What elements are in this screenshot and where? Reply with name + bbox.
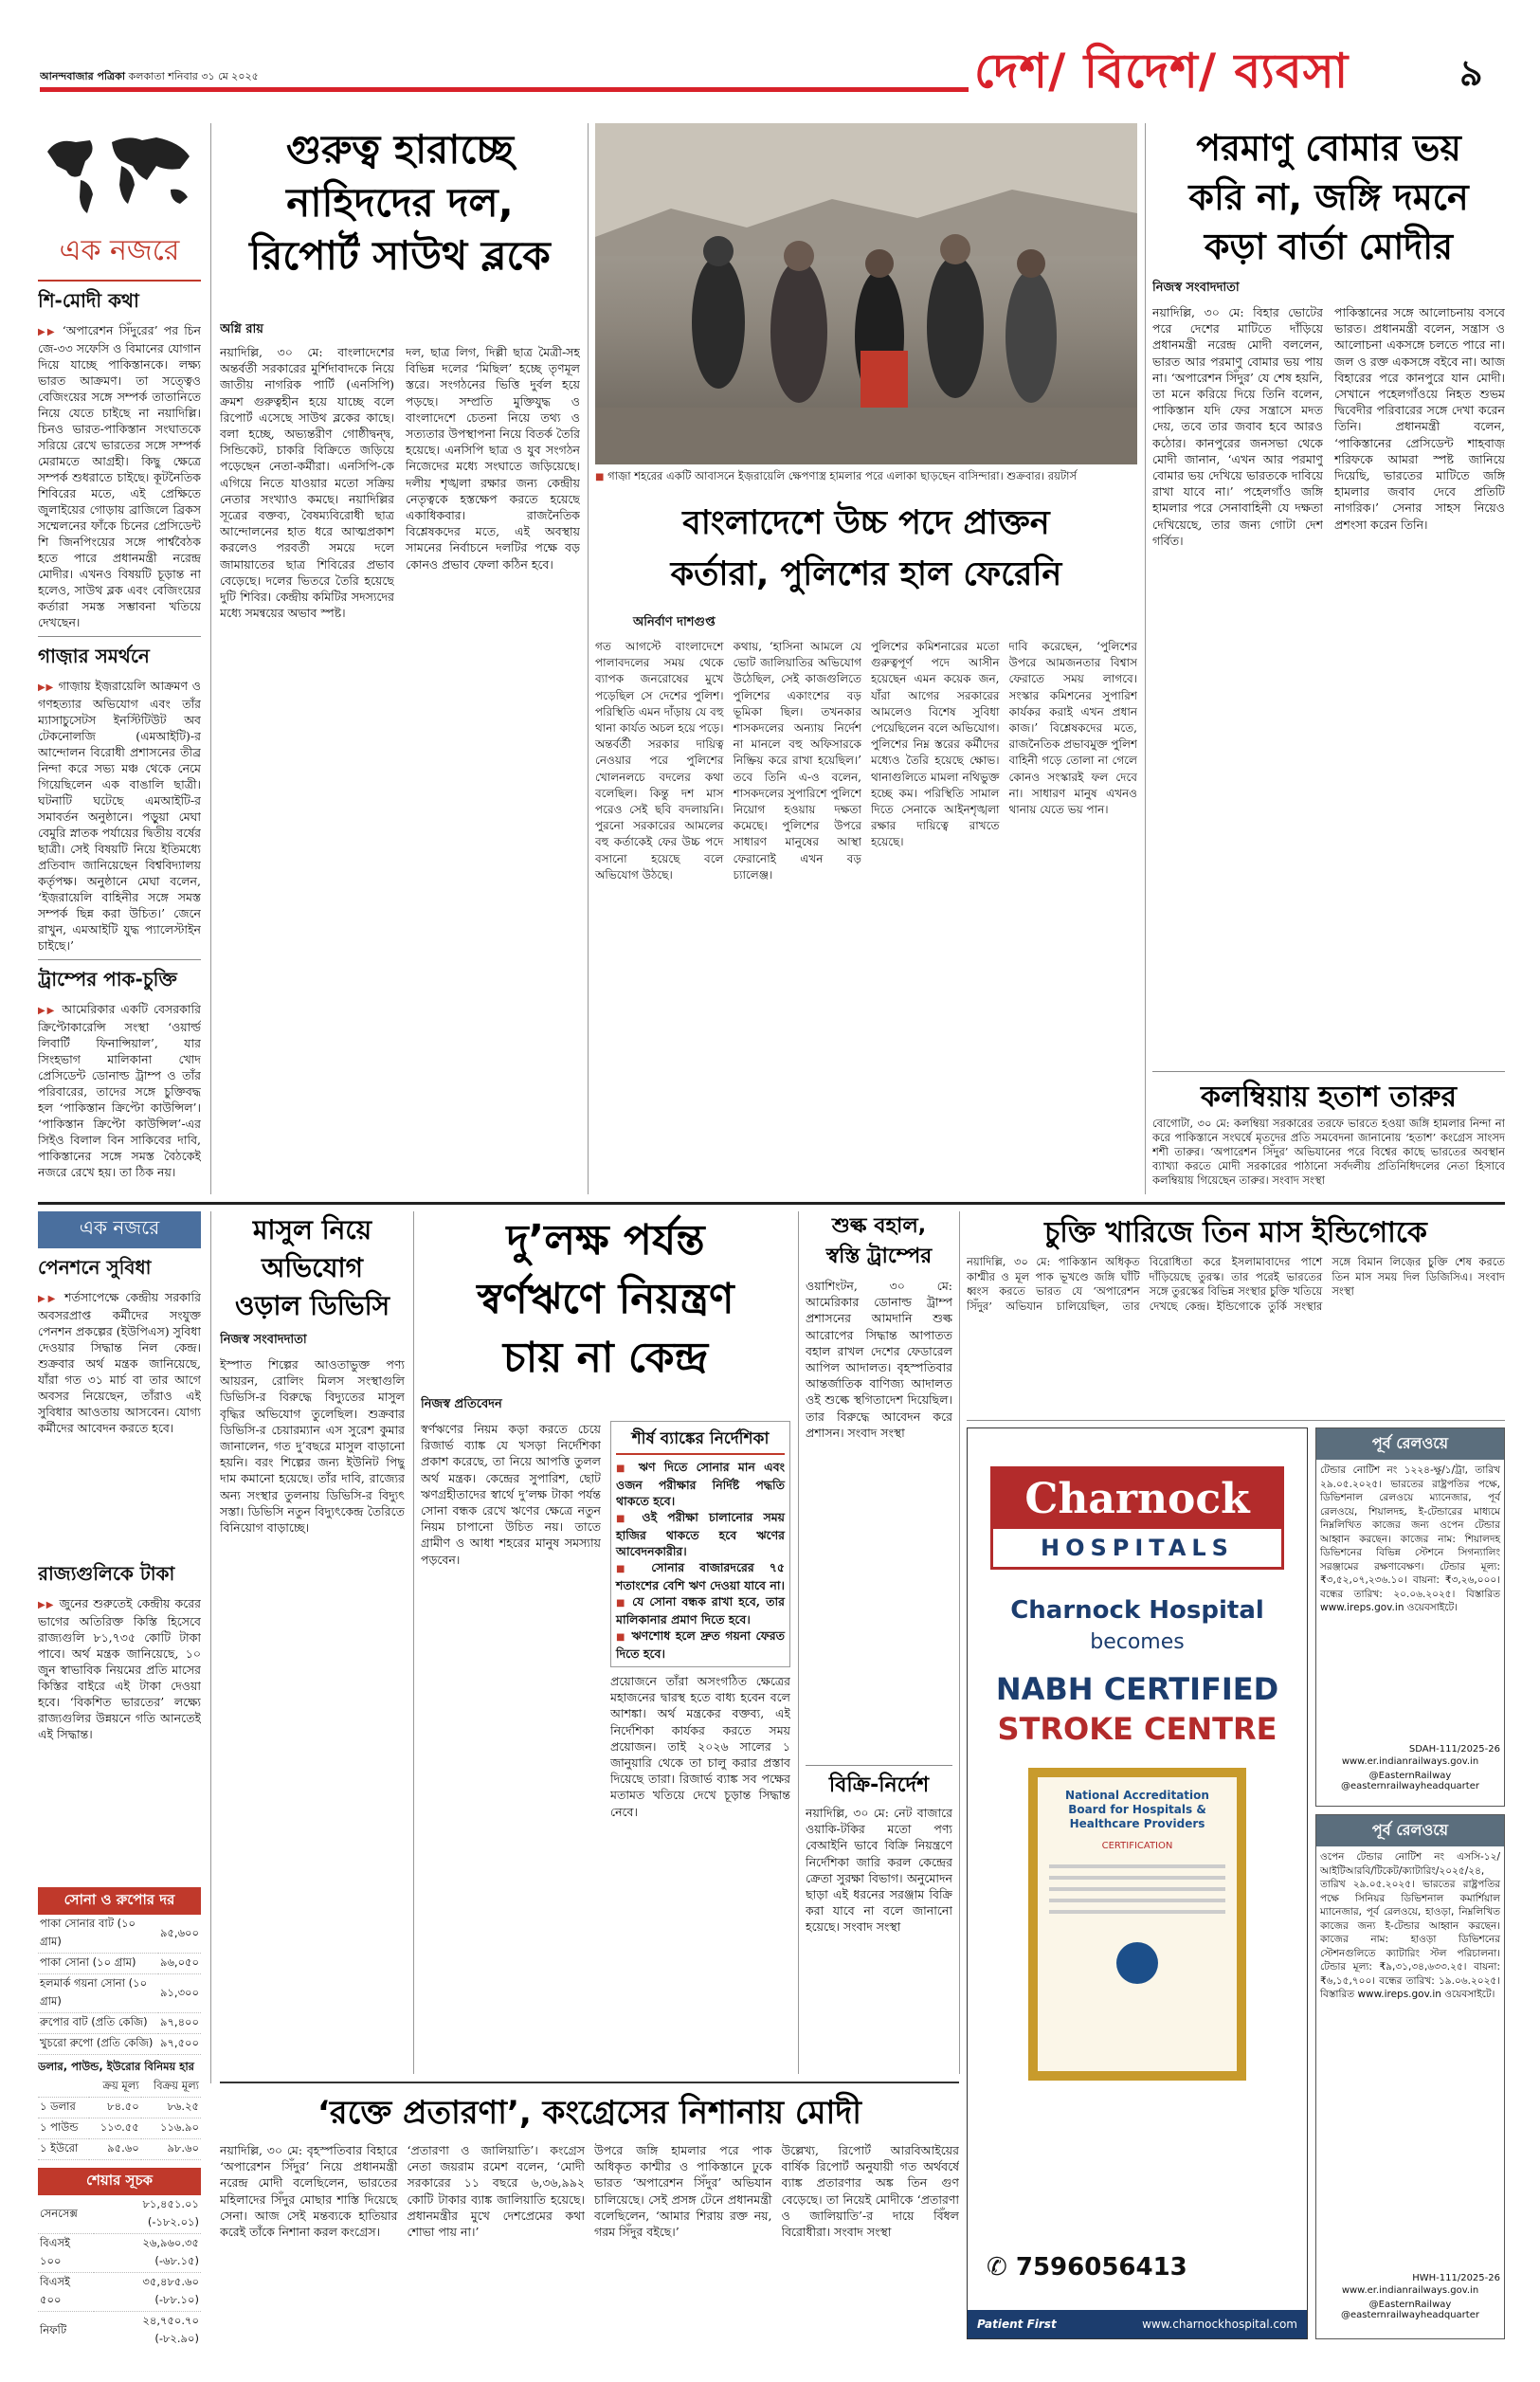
triangle-icon: ▶▶ (38, 327, 57, 337)
triangle-icon: ▶▶ (38, 1294, 59, 1304)
story-headline: মাসুল নিয়ে অভিযোগ ওড়াল ডিভিসি (234, 1214, 390, 1321)
story-dvc (220, 1211, 405, 2074)
story-body-col: নয়াদিল্লি, ৩০ মে: বিহার ভোটের পরে দেশের মাটিতে দাঁড়িয়ে প্রধানমন্ত্রী নরেন্দ্র মোদী বললেন, ভারত আর পরমাণু বোমার ভয় পায় না। ‘অপারেশন সিঁদুর’ যে শেষ হয়নি, তা মনে করিয়ে দিয়ে তিনি বলেন, পাকিস্তান যদি ফের সন্ত্রাসে মদত দেয়, তবে তার জবাব হবে আরও কঠোর। কানপুরের জনসভা থেকে মোদী জানান, ‘এখন আর পরমাণু বোমার ভয় দেখিয়ে ভারতকে দাবিয়ে রাখা যাবে না।’ পহেলগাঁও জঙ্গি হামলার পরে সেনাবাহিনী যে দক্ষতা দেখিয়েছে, তার জন্য গোটা দেশ গর্বিত। (1152, 305, 1323, 548)
divider (1152, 1071, 1505, 1072)
page-number: ৯ (1459, 52, 1483, 94)
table-row: পাকা সোনা (১০ গ্রাম) ৯৬,০৫০ (38, 1954, 201, 1974)
tender-social: @EasternRailway @easternrailwayheadquarter (1341, 2300, 1479, 2320)
tender-body: টেন্ডার নোটিশ নং ১২২৪-ক্ষু/১/ট্রা, তারিখ ২৯.০৫.২০২৫। ভারতের রাষ্ট্রপতির পক্ষে, ডিভিশনাল রেলওয়ে ম্যানেজার, পূর্ব রেলওয়ে, শিয়ালদহ, ই-টেন্ডারের মাধ্যমে নিম্নলিখিত কাজের জন্য ওপেন টেন্ডার আহ্বান করছেন। কাজের নাম: শিয়ালদহ ডিভিশনের বিভিন্ন স্টেশনে সিগন্যালিং সরঞ্জামের রক্ষণাবেক্ষণ। টেন্ডার মূল্য: ₹৩,৫২,০৭,২৩৬.১০। বায়না: ₹৩,২৬,০০০। বন্ধের তারিখ: ২০.০৬.২০২৫। বিস্তারিত www.ireps.gov.in ওয়েবসাইটে। (1320, 1464, 1500, 1613)
ad-certificate (1028, 1768, 1246, 2081)
ad-brand-sub: HOSPITALS (1041, 1535, 1234, 1561)
tender-web: www.er.indianrailways.gov.in (1341, 1756, 1479, 1767)
sidebar-item (38, 287, 201, 630)
story-headline: শুল্ক বহাল, স্বস্তি ট্রাম্পের (825, 1214, 933, 1268)
sidebar-item-body: ▶▶ জুনের শুরুতেই কেন্দ্রীয় করের ভাগের অতিরিক্ত কিস্তি হিসেবে রাজ্যগুলি ৮১,৭৩৫ কোটি টাকা পাবে। অর্থ মন্ত্রক জানিয়েছে, ১০ জুন স্বাভাবিক নিয়মের প্রতি মাসের কিস্তির বাইরে এই টাকা দেওয়া হবে। ‘বিকশিত ভারতের’ লক্ষ্যে রাজ্যগুলির উন্নয়নে গতি আনতেই এই সিদ্ধান্ত। (38, 1596, 201, 1741)
column-rule (413, 1211, 414, 2074)
masthead-paper-name (40, 68, 259, 86)
bullet-icon: ■ (616, 1598, 627, 1609)
guideline-item: ■ ঋণ দিতে সোনার মান এবং ওজন পরীক্ষার নির্দিষ্ট পদ্ধতি থাকতে হবে। (616, 1460, 785, 1508)
story-sale-directive (806, 1771, 952, 2074)
table-row: বিএসই ৫০০ ৩৫,৪৮৫.৬০ (-৮৮.১০) (38, 2273, 201, 2312)
ad-logo (990, 1466, 1284, 1570)
sidebar-item (38, 643, 201, 954)
ad-line-3: NABH CERTIFIED (995, 1671, 1279, 1707)
photo-caption: ■ গাজ়া শহরের একটি আবাসনে ইজ়রায়েলি ক্ষেপণাস্ত্র হামলার পরে এলাকা ছাড়ছেন বাসিন্দারা। শুক্রবার। রয়টার্স (595, 464, 1137, 488)
sidebar-ek-nojore (38, 123, 201, 1194)
table-row: বিএসই ১০০ ২৬,৯৬০.৩৫ (-৬৮.১৫) (38, 2234, 201, 2273)
indices-table (38, 2195, 201, 2349)
column-rule (210, 1211, 211, 2083)
table-row: হলমার্ক গয়না সোনা (১০ গ্রাম) ৯১,৩০০ (38, 1974, 201, 2013)
story-body-col: কথায়, ‘হাসিনা আমলে যে ভোট জালিয়াতির অভিযোগ উঠেছিল, সেই কাজগুলিতে পুলিশের একাংশের বড় ভূমিকা ছিল। তখনকার শাসকদলের অন্যায় নির্দেশ না মানলে বহু অফিসারকে নিষ্ক্রিয় করে রাখা হয়েছিল।’ তবে তিনি এ-ও বলেন, শাসকদলের সুপারিশে পুলিশে নিয়োগ হওয়ায় দক্ষতা কমেছে। পুলিশের উপরে সাধারণ মানুষের আস্থা ফেরানোই এখন বড় চ্যালেঞ্জ। (733, 640, 861, 882)
table-row: ১ ডলার ৮৪.৫০ ৮৬.২৫ (38, 2098, 201, 2118)
story-body-col: নয়াদিল্লি, ৩০ মে: বৃহস্পতিবার বিহারে ‘অপারেশন সিঁদুর’ নিয়ে প্রধানমন্ত্রী নরেন্দ্র মোদী বলেছিলেন, ভারতের মহিলাদের সিঁদুর মোছার শাস্তি দিয়েছে সেনা। আজ সেই মন্তব্যকে হাতিয়ার করেই তাঁকে নিশানা করল কংগ্রেস। (220, 2143, 398, 2240)
story-body-col: উপরে জঙ্গি হামলার পরে পাক অধিকৃত কাশ্মীর ও পাকিস্তানে ঢুকে ভারত ‘অপারেশন সিঁদুর’ অভিযান চালিয়েছে। সেই প্রসঙ্গ টেনে প্রধানমন্ত্রী বলেছিলেন, ‘আমার শিরায় রক্ত নয়, গরম সিঁদুর বইছে।’ (594, 2143, 772, 2240)
tender-eastern-railway-1 (1315, 1427, 1505, 1807)
sidebar-title: এক নজরে (38, 1211, 201, 1248)
sidebar-item-heading: গাজ়ার সমর্থনে (38, 645, 150, 667)
guideline-box-title: শীর্ষ ব্যাঙ্কের নির্দেশিকা (616, 1427, 785, 1455)
dateline: কলকাতা শনিবার ৩১ মে ২০২৫ (128, 70, 259, 82)
ad-footer (968, 2310, 1307, 2338)
story-body-col: উল্লেখ্য, রিপোর্ট আরবিআইয়ের বার্ষিক রিপোর্ট অনুযায়ী গত অর্থবর্ষে ব্যাঙ্ক প্রতারণার অঙ্ক তিন গুণ বেড়েছে। তা নিয়েই মোদীকে ‘প্রতারণা ও জালিয়াতি’-র দায়ে বিঁধল বিরোধীরা। সংবাদ সংস্থা (781, 2143, 959, 2240)
column-rule (798, 1211, 799, 2074)
sidebar-item-heading: শি-মোদী কথা (38, 289, 139, 312)
sidebar-item-body: ▶▶ আমেরিকার একটি বেসরকারি ক্রিপ্টোকারেন্সি সংস্থা ‘ওয়ার্ল্ড লিবার্টি ফিনান্সিয়াল’, যার সিংহভাগ মালিকানা খোদ প্রেসিডেন্ট ডোনাল্ড ট্রাম্প ও তাঁর পরিবারের, তাদের সঙ্গে চুক্তিবদ্ধ হল ‘পাকিস্তান ক্রিপ্টো কাউন্সিল’। ‘পাকিস্তান ক্রিপ্টো কাউন্সিল’-এর সিইও বিলাল বিন সাকিবের দাবি, পাকিস্তানের সঙ্গে সমস্ত বৈঠকেই নজরে রেখে হয়। তা ঠিক নয়। (38, 1002, 201, 1179)
tender-eastern-railway-2 (1315, 1814, 1505, 2339)
byline: অগ্নি রায় (220, 322, 263, 336)
story-bangladesh-police (595, 498, 1137, 1194)
bullet-icon: ■ (616, 1464, 630, 1474)
table-row: ক্রয় মূল্য বিক্রয় মূল্য (38, 2077, 201, 2098)
story-tharoor (1152, 1079, 1505, 1194)
phone-icon: ✆ (987, 2253, 1007, 2282)
story-modi-nuclear (1152, 123, 1505, 1071)
cert-title: National Accreditation Board for Hospitals & Healthcare Providers (1065, 1789, 1209, 1830)
sidebar-ek-nojore-2 (38, 1211, 201, 2349)
tender-title: পূর্ব রেলওয়ে (1316, 1815, 1504, 1846)
story-body-col: পুলিশের কমিশনারের মতো গুরুত্বপূর্ণ পদে আসীন হয়েছেন এমন কয়েক জন, যাঁরা আগের সরকারের আমলেও বিশেষ সুবিধা পেয়েছিলেন বলে অভিযোগ। পুলিশের নিম্ন স্তরের কর্মীদের মধ্যেও তৈরি হয়েছে ক্ষোভ। থানাগুলিতে মামলা নথিভুক্ত হচ্ছে কম। পরিস্থিতি সামাল দিতে সেনাকে আইনশৃঙ্খলা রক্ষার দায়িত্বে রাখতে হয়েছে। (871, 640, 1000, 849)
bullet-icon: ■ (616, 1632, 626, 1643)
story-headline: বাংলাদেশে উচ্চ পদে প্রাক্তন কর্তারা, পুলিশের হাল ফেরেনি (670, 504, 1062, 593)
masthead (0, 0, 1540, 95)
tender-body: ওপেন টেন্ডার নোটিশ নং এসসি-১২/আইটিআরবি/টিকেট/ক্যাটারিং/২০২৫/২৪, তারিখ ২৯.০৫.২০২৫। ভারতের রাষ্ট্রপতির পক্ষে সিনিয়র ডিভিশনাল কমার্শিয়াল ম্যানেজার, পূর্ব রেলওয়ে, হাওড়া, নিম্নলিখিত কাজের জন্য ই-টেন্ডার আহ্বান করছেন। কাজের নাম: হাওড়া ডিভিশনের স্টেশনগুলিতে ক্যাটারিং স্টল পরিচালনা। টেন্ডার মূল্য: ₹৯,৩১,৩৪,৬৩৩.২৫। বায়না: ₹৬,১৫,৭০০। বন্ধের তারিখ: ১৯.০৬.২০২৫। বিস্তারিত www.ireps.gov.in ওয়েবসাইটে। (1320, 1851, 1500, 2000)
ad-phone: ✆ 7596056413 (987, 2253, 1187, 2282)
byline: নিজস্ব প্রতিবেদন (421, 1397, 502, 1411)
tender-code: SDAH-111/2025-26 (1408, 1744, 1500, 1755)
story-headline: দু’লক্ষ পর্যন্ত স্বর্ণঋণে নিয়ন্ত্রণ চায় না কেন্দ্র (477, 1216, 734, 1382)
story-body: ইস্পাত শিল্পের আওতাভুক্ত পণ্য আয়রন, রোলিং মিলস সংস্থাগুলি ডিভিসি-র বিরুদ্ধে বিদ্যুতের মাসুল বৃদ্ধির অভিযোগ তুলেছিল। শুক্রবার ডিভিসি-র চেয়ারম্যান এস সুরেশ কুমার জানালেন, গত দু’বছরে মাসুল বাড়ানো হয়নি। বরং শিল্পের জন্য ইউনিট পিছু দাম কমানো হয়েছে। তাঁর দাবি, রাজ্যের অন্য সংস্থার তুলনায় ডিভিসি-র বিদ্যুৎ সস্তা। ডিভিসি নতুন বিদ্যুৎকেন্দ্র তৈরিতে বিনিয়োগ বাড়াচ্ছে। (220, 1357, 405, 1536)
cert-seal-icon (1116, 1942, 1158, 1984)
table-row: ১ পাউন্ড ১১৩.৫৫ ১১৬.৯০ (38, 2118, 201, 2139)
paper-name: আনন্দবাজার পত্রিকা (40, 70, 126, 82)
story-trump-tariff (806, 1211, 952, 1761)
sidebar-item-heading: রাজ্যগুলিকে টাকা (38, 1562, 175, 1585)
fold-rule (38, 1202, 1505, 1205)
divider (38, 959, 201, 960)
story-headline: ‘রক্তে প্রতারণা’, কংগ্রেসের নিশানায় মোদী (317, 2094, 862, 2132)
ad-line-4: STROKE CENTRE (997, 1711, 1277, 1747)
sidebar-title: এক নজরে (38, 227, 201, 282)
story-headline: চুক্তি খারিজে তিন মাস ইন্ডিগোকে (1044, 1216, 1427, 1249)
triangle-icon: ▶▶ (38, 1600, 55, 1610)
tender-code: HWH-111/2025-26 (1412, 2273, 1500, 2283)
table-row: সেনসেক্স ৮১,৪৫১.০১ (-১৮২.০১) (38, 2195, 201, 2234)
caption-marker-icon: ■ (595, 472, 605, 482)
sidebar-item-heading: পেনশনে সুবিধা (38, 1256, 152, 1279)
table-row: রুপোর বাট (প্রতি কেজি) ৯৭,৪০০ (38, 2013, 201, 2034)
sidebar-item (38, 966, 201, 1180)
column-rule (959, 1211, 960, 2074)
table-row: নিফটি ২৪,৭৫০.৭০ (-৮২.৯০) (38, 2312, 201, 2350)
cert-lines (1049, 1864, 1225, 1914)
masthead-red-bar (40, 87, 969, 92)
ad-tagline: Patient First (977, 2318, 1057, 2331)
triangle-icon: ▶▶ (38, 682, 54, 693)
sidebar-item-heading: ট্রাম্পের পাক-চুক্তি (38, 968, 177, 991)
story-body-col: প্রয়োজনে তাঁরা অসংগঠিত ক্ষেত্রের মহাজনের দ্বারস্থ হতে বাধ্য হবেন বলে আশঙ্কা। অর্থ মন্ত্রকের বক্তব্য, এই নির্দেশিকা কার্যকর করতে সময় প্রয়োজন। তাই ২০২৬ সালের ১ জানুয়ারি থেকে তা চালু করার প্রস্তাব দিয়েছে তারা। রিজার্ভ ব্যাঙ্ক সব পক্ষের মতামত খতিয়ে দেখে চূড়ান্ত সিদ্ধান্ত নেবে। (610, 1674, 790, 1819)
guideline-box (610, 1421, 790, 1667)
story-body-col: ‘প্রতারণা ও জালিয়াতি’। কংগ্রেস নেতা জয়রাম রমেশ বলেন, ‘মোদী সরকারের ১১ বছরে ৬,৩৬,৯৯২ কোটি টাকার ব্যাঙ্ক জালিয়াতি হয়েছে। প্রধানমন্ত্রীর মুখে দেশপ্রেমের কথা শোভা পায় না।’ (407, 2143, 585, 2240)
bullet-icon: ■ (616, 1514, 632, 1524)
ad-charnock-hospital (967, 1427, 1308, 2339)
ad-web: www.charnockhospital.com (1142, 2318, 1297, 2331)
story-congress-modi (220, 2089, 959, 2339)
story-body: নয়াদিল্লি, ৩০ মে: নেট বাজারে ওয়াকি-টকির মতো পণ্য বেআইনি ভাবে বিক্রি নিয়ন্ত্রণে নির্দেশিকা জারি করল কেন্দ্রের ক্রেতা সুরক্ষা বিভাগ। অনুমোদন ছাড়া এই ধরনের সরঞ্জাম বিক্রি করা যাবে না বলে জানানো হয়েছে। সংবাদ সংস্থা (806, 1806, 952, 1935)
story-body: বোগোটা, ৩০ মে: কলম্বিয়া সরকারের তরফে ভারতে হওয়া জঙ্গি হামলার নিন্দা না করে পাকিস্তানে সংঘর্ষে মৃতদের প্রতি সমবেদনা জানানোয় ‘হতাশ’ কংগ্রেস সাংসদ শশী তারুর। ‘অপারেশন সিঁদুর’ অভিযানের পরে বিশ্বের কাছে ভারতের অবস্থান ব্যাখ্যা করতে মোদী সরকারের পাঠানো সর্বদলীয় প্রতিনিধিদলের নেতা হিসাবে কলম্বিয়ায় গিয়েছেন তারুর। সংবাদ সংস্থা (1152, 1117, 1505, 1187)
table-row: ১ ইউরো ৯৫.৬০ ৯৮.৬০ (38, 2139, 201, 2160)
story-body: নয়াদিল্লি, ৩০ মে: পাকিস্তান অধিকৃত কাশ্মীর ও মূল পাক ভূখণ্ডে জঙ্গি ঘাঁটি ধ্বংস করতে ভারত যে ‘অপারেশন সিঁদুর’ অভিযান চালিয়েছিল, তার বিরোধিতা করে ইসলামাবাদের পাশে দাঁড়িয়েছে তুরস্ক। তার পরেই ভারতের সঙ্গে তুরস্কের বিভিন্ন সংস্থার চুক্তি খতিয়ে দেখছে কেন্দ্র। ইন্ডিগোকে তুর্কি সংস্থার সঙ্গে বিমান লিজ়ের চুক্তি শেষ করতে তিন মাস সময় দিল ডিজিসিএ। সংবাদ সংস্থা (967, 1255, 1505, 1313)
ad-brand: Charnock (993, 1469, 1281, 1529)
photo-gaza (595, 123, 1137, 488)
divider (806, 1765, 952, 1766)
fx-title: ডলার, পাউন্ড, ইউরোর বিনিময় হার (38, 2060, 194, 2073)
triangle-icon: ▶▶ (38, 1006, 57, 1016)
story-body-col: স্বর্ণঋণের নিয়ম কড়া করতে চেয়ে রিজার্ভ ব্যাঙ্ক যে খসড়া নির্দেশিকা প্রকাশ করেছে, তা নিয়ে আপত্তি তুলল অর্থ মন্ত্রক। কেন্দ্রের সুপারিশ, ছোট ঋণগ্রহীতাদের স্বার্থে দু’লক্ষ টাকা পর্যন্ত সোনা বন্ধক রেখে ঋণের ক্ষেত্রে নতুন নিয়ম চাপানো উচিত নয়। তাতে গ্রামীণ ও আধা শহরের মানুষ সমস্যায় পড়বেন। (421, 1422, 601, 1567)
story-headline: বিক্রি-নির্দেশ (828, 1773, 930, 1797)
story-nahid-party (220, 123, 580, 1194)
fx-table (38, 2077, 201, 2160)
sensex-title: শেয়ার সূচক (38, 2168, 201, 2195)
sidebar-item-body: ▶▶ গাজ়ায় ইজ়রায়েলি আক্রমণ ও গণহত্যার অভিযোগ এবং তাঁর ম্যাসাচুসেটস ইনস্টিটিউট অব টেকনোলজি (এমআইটি)-র আন্দোলন বিরোধী প্রশাসনের তীব্র নিন্দা করে সভ্য মঞ্চ থেকে নেমে গিয়েছিলেন এক বাঙালি ছাত্রী। ঘটনাটি ঘটেছে এমআইটি-র সমাবর্তন অনুষ্ঠানে। পড়ুয়া মেঘা বেমুরি স্নাতক পর্যায়ের দ্বিতীয় বর্ষের ছাত্রী। সেই বিষয়টি নিয়ে ইতিমধ্যে প্রতিবাদ জানিয়েছেন বিশ্ববিদ্যালয় কর্তৃপক্ষ। অনুষ্ঠানে মেঘা বলেন, ‘ইজ়রায়েলি বাহিনীর সঙ্গে সমস্ত সম্পর্ক ছিন্ন করা উচিত।’ জেনে রাখুন, এমআইটি যুদ্ধ প্যালেস্টাইন চাইছে।’ (38, 679, 201, 953)
divider (220, 2082, 959, 2083)
gold-rates (38, 1887, 201, 2349)
column-rule (588, 123, 589, 1194)
table-row: পাকা সোনার বাট (১০ গ্রাম) ৯৫,৬০০ (38, 1915, 201, 1954)
rates-title: সোনা ও রুপোর দর (38, 1887, 201, 1915)
ad-line-1: Charnock Hospital (1010, 1596, 1264, 1625)
story-body: ওয়াশিংটন, ৩০ মে: আমেরিকার ডোনাল্ড ট্রাম্প প্রশাসনের আমদানি শুল্ক আরোপের সিদ্ধান্ত আপাতত বহাল রাখল দেশের ফেডারেল আপিল আদালত। বৃহস্পতিবার আন্তর্জাতিক বাণিজ্য আদালত ওই শুল্কে স্থগিতাদেশ দিয়েছিল। তার বিরুদ্ধে আবেদন করে প্রশাসন। সংবাদ সংস্থা (806, 1279, 952, 1440)
tender-social: @EasternRailway @easternrailwayheadquarter (1341, 1771, 1479, 1791)
guideline-item: ■ ঋণশোধ হলে দ্রুত গয়না ফেরত দিতে হবে। (616, 1628, 786, 1661)
story-body-col: দল, ছাত্র লিগ, দিল্লী ছাত্র মৈত্রী-সহ বিভিন্ন দলের ‘মিছিল’ হচ্ছে তৃণমূল স্তরে। সংগঠনের ভিত্তি দুর্বল হয়ে পড়ছে। সম্প্রতি মুক্তিযুদ্ধ ও বাংলাদেশে চেতনা নিয়ে তথ্য ও সত্যতার উপস্থাপনা নিয়ে বিতর্ক তৈরি হয়েছে। এনসিপি ছাত্র ও যুব সংগঠন নিজেদের মধ্যে সংঘাতে জড়িয়েছে। দলীয় শৃঙ্খলা রক্ষার জন্য কেন্দ্রীয় নেতৃত্বকে হস্তক্ষেপ করতে হয়েছে একাধিকবার। রাজনৈতিক বিশ্লেষকদের মতে, এই অবস্থায় সামনের নির্বাচনে দলটির পক্ষে বড় কোনও প্রভাব ফেলা কঠিন হবে। (406, 345, 580, 572)
tender-title: পূর্ব রেলওয়ে (1316, 1428, 1504, 1460)
byline: নিজস্ব সংবাদদাতা (1152, 281, 1240, 295)
world-map-icon (38, 123, 201, 227)
story-body-col: নয়াদিল্লি, ৩০ মে: বাংলাদেশের অন্তর্বর্তী সরকারের মুর্শিদাবাদকে নিয়ে জাতীয় নাগরিক পার্টি (এনসিপি) ক্রমশ গুরুত্বহীন হয়ে যাচ্ছে বলে রিপোর্ট এসেছে সাউথ ব্লকের কাছে। বলা হচ্ছে, অভ্যন্তরীণ গোষ্ঠীদ্বন্দ্ব, সিন্ডিকেট, চাকরি বিক্রিতে জড়িয়ে পড়েছেন নেতা-কর্মীরা। এনসিপি-কে এগিয়ে নিতে যাওয়ার মতো সক্রিয় নেতার সংখ্যাও কমছে। নয়াদিল্লির সূত্রের বক্তব্য, বৈষম্যবিরোধী ছাত্র আন্দোলনের হাত ধরে আত্মপ্রকাশ করলেও পরবর্তী সময়ে দলে জামায়াতের ছাত্র শিবিরের প্রভাব বেড়েছে। দলের ভিতরে তৈরি হয়েছে দুটি শিবির। কেন্দ্রীয় কমিটির সদস্যদের মধ্যে সমন্বয়ের অভাব স্পষ্ট। (220, 345, 394, 621)
byline: নিজস্ব সংবাদদাতা (220, 1333, 307, 1347)
section-title: দেশ/ বিদেশ/ ব্যবসা (974, 44, 1350, 95)
sidebar-item-body: ▶▶ ‘অপারেশন সিঁদুরের’ পর চিন জে-৩৩ সফেসি ও বিমানের যোগান দিয়ে যাচ্ছে পাকিস্তানকে। লক্ষ্য ভারত আক্রমণ। তা সত্ত্বেও বেজিংয়ের সঙ্গে সম্পর্ক তাতানিতে নিয়ে যেতে চাইছে না নয়াদিল্লি। চিনও ভারত-পাকিস্তান সংঘাতকে সরিয়ে রেখে ভারতের সঙ্গে সম্পর্ক মেরামতে আগ্রহী। কিছু ক্ষেত্রে সম্পর্ক শুধরাতে চাইছে। কূটনৈতিক শিবিরের মতে, এই প্রেক্ষিতে জুলাইয়ের গোড়ায় ব্রাজিলে ব্রিকস সম্মেলনের ফাঁকে চিনের প্রেসিডেন্ট শি জিনপিংয়ের সঙ্গে পার্শ্ববৈঠক হতে পারে প্রধানমন্ত্রী নরেন্দ্র মোদীর। এখনও বিষয়টি চূড়ান্ত না হলেও, সাউথ ব্লক এবং বেজিংয়ের কর্তারা সমস্ত সম্ভাবনা খতিয়ে দেখছেন। (38, 323, 201, 629)
column-rule (210, 123, 211, 1194)
tender-web: www.er.indianrailways.gov.in (1341, 2285, 1479, 2296)
guideline-item: ■ সোনার বাজারদরের ৭৫ শতাংশের বেশি ঋণ দেওয়া যাবে না। (616, 1560, 786, 1592)
story-body-col: পাকিস্তানের সঙ্গে আলোচনায় বসবে ভারত। প্রধানমন্ত্রী বলেন, সন্ত্রাস ও আলোচনা একসঙ্গে চলতে পারে না। জল ও রক্ত একসঙ্গে বইবে না। আজ বিহারের পরে কানপুরে যান মোদী। সেখানে পহেলগাঁওয়ে নিহত শুভম দ্বিবেদীর পরিবারের সঙ্গে দেখা করেন তিনি। প্রধানমন্ত্রী বলেন, ‘পাকিস্তানের প্রেসিডেন্ট শাহবাজ় শরিফকে আমরা স্পষ্ট জানিয়ে দিয়েছি, ভারতের মাটিতে জঙ্গি হামলার জবাব দেবে প্রতিটি নাগরিক।’ সেনার সাহস নিয়েও প্রশংসা করেন তিনি। (1334, 305, 1505, 532)
byline: অনির্বাণ দাশগুপ্ত (633, 615, 716, 629)
ad-line-2: becomes (1090, 1630, 1185, 1654)
story-body-col: গত আগস্টে বাংলাদেশে পালাবদলের সময় থেকে ব্যাপক জনরোষের মুখে পড়েছিল সে দেশের পুলিশ। পরিস্থিতি এমন দাঁড়ায় যে বহু থানা কার্যত অচল হয়ে পড়ে। অন্তর্বর্তী সরকার দায়িত্ব নেওয়ার পরে পুলিশের খোলনলচে বদলের কথা বলেছিল। কিন্তু দশ মাস পরেও সেই ছবি বদলায়নি। পুরনো সরকারের আমলের বহু কর্তাকেই ফের উচ্চ পদে বসানো হয়েছে বলে অভিযোগ উঠছে। (595, 640, 724, 882)
rates-table (38, 1915, 201, 2055)
cert-sub: CERTIFICATION (1101, 1841, 1173, 1851)
story-indigo (967, 1211, 1505, 1415)
story-body-col: দাবি করেছেন, ‘পুলিশের উপরে আমজনতার বিশ্বাস ফেরাতে সময় লাগবে। সংস্কার কমিশনের সুপারিশ কার্যকর করাই এখন প্রধান কাজ।’ বিশ্লেষকদের মতে, রাজনৈতিক প্রভাবমুক্ত পুলিশ বাহিনী গড়ে তোলা না গেলে কোনও সংস্কারই ফল দেবে না। সাধারণ মানুষ এখনও থানায় যেতে ভয় পান। (1008, 640, 1137, 817)
guideline-item: ■ ওই পরীক্ষা চালানোর সময় হাজির থাকতে হবে ঋণের আবেদনকারীর। (616, 1510, 786, 1558)
divider (38, 636, 201, 637)
column-rule (1145, 123, 1146, 1194)
divider (967, 1420, 1505, 1421)
guideline-item: ■ যে সোনা বন্ধক রাখা হবে, তার মালিকানার প্রমাণ দিতে হবে। (616, 1594, 785, 1627)
story-headline: পরমাণু বোমার ভয় করি না, জঙ্গি দমনে কড়া বার্তা মোদীর (1188, 127, 1469, 267)
photo-figures (595, 123, 1137, 464)
story-headline: গুরুত্ব হারাচ্ছে নাহিদদের দল, রিপোর্ট সাউথ ব্লকে (249, 126, 551, 279)
sidebar-item-body: ▶▶ শর্তসাপেক্ষে কেন্দ্রীয় সরকারি অবসরপ্রাপ্ত কর্মীদের সংযুক্ত পেনশন প্রকল্পের (ইউপিএস) সুবিধা দেওয়ার সিদ্ধান্ত নিল কেন্দ্র। শুক্রবার অর্থ মন্ত্রক জানিয়েছে, যাঁরা গত ৩১ মার্চ বা তার আগে অবসর নিয়েছেন, তাঁরাও এই সুবিধার আওতায় আসবেন। যোগ্য কর্মীদের আবেদন করতে হবে। (38, 1290, 201, 1435)
table-row: খুচরো রুপো (প্রতি কেজি) ৯৭,৫০০ (38, 2034, 201, 2055)
story-gold-loan (421, 1211, 790, 2074)
bullet-icon: ■ (616, 1564, 637, 1574)
story-headline: কলম্বিয়ায় হতাশ তারুর (1201, 1081, 1457, 1114)
